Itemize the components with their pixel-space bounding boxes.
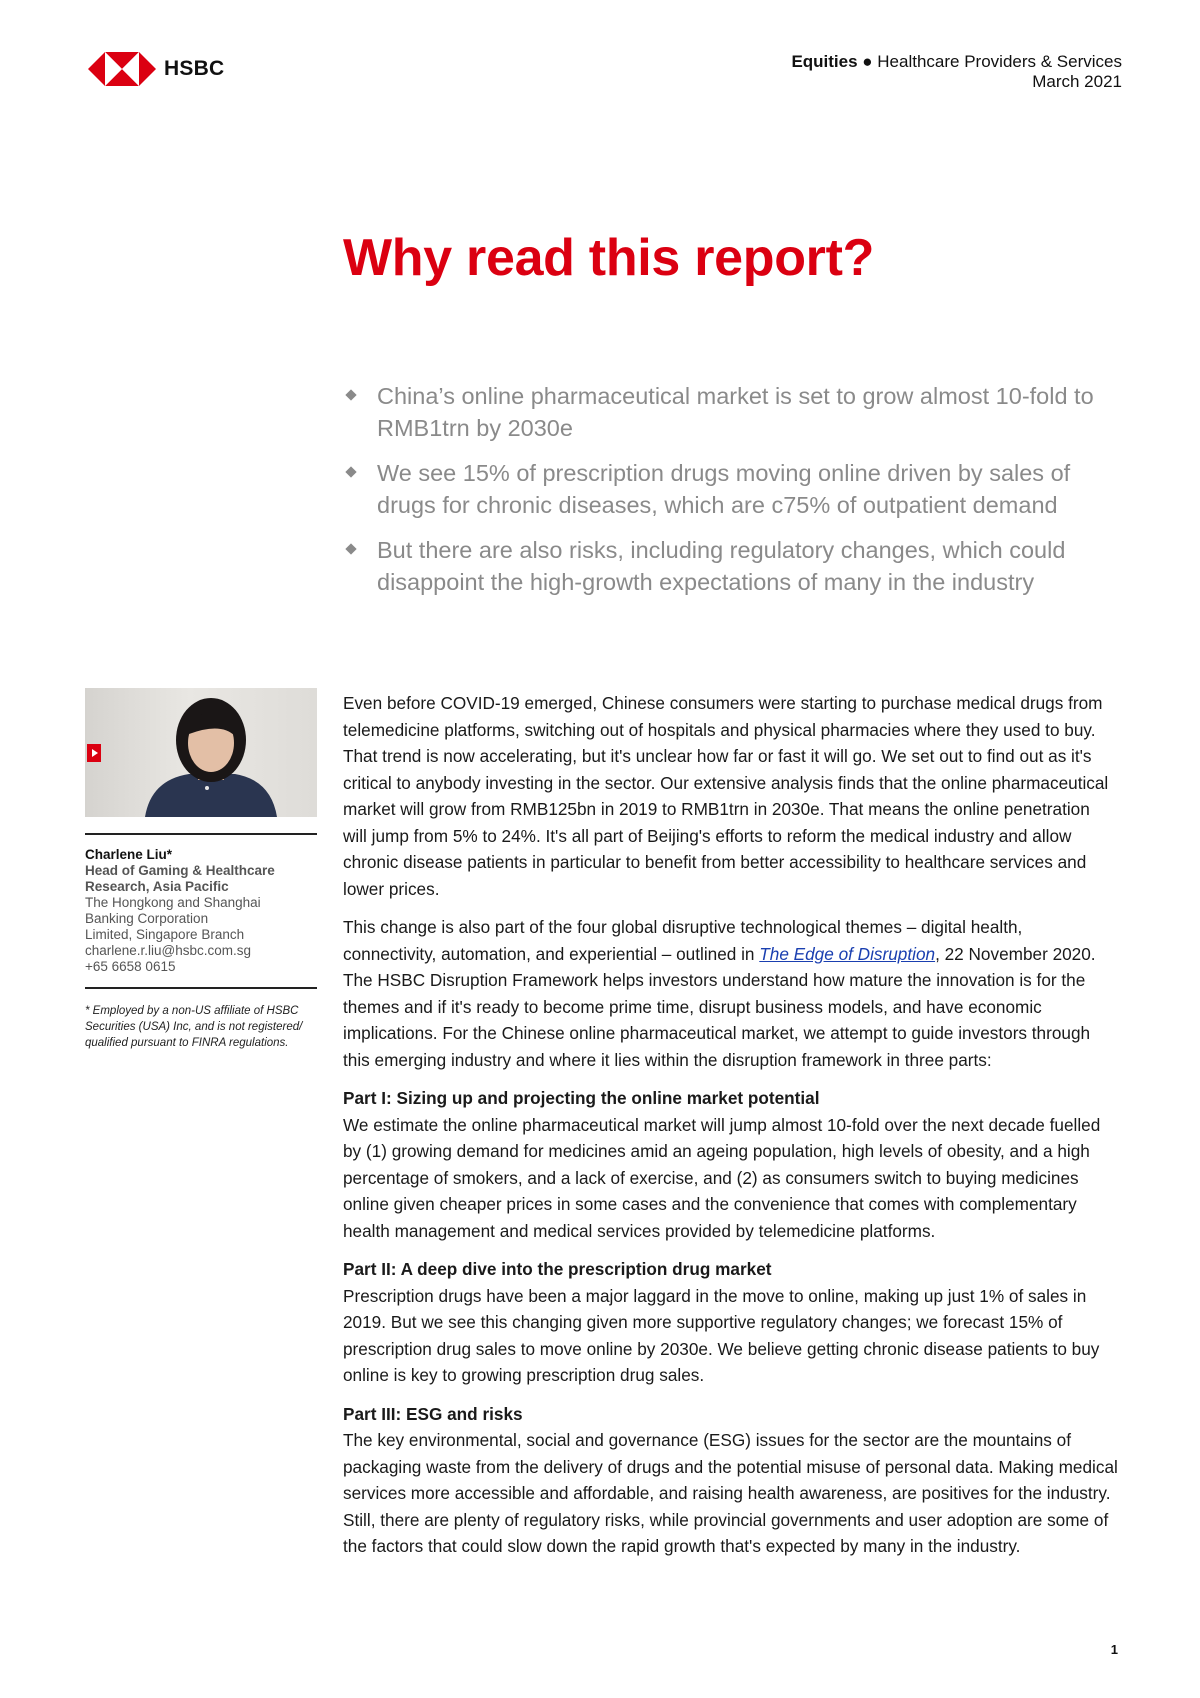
key-point-text: China’s online pharmaceutical market is set to grow almost 10-fold to RMB1trn by 2030e: [377, 383, 1094, 441]
body-paragraph: [343, 914, 1118, 1073]
author-name: Charlene Liu*: [85, 847, 173, 862]
logo-text: HSBC: [164, 57, 225, 80]
author-portrait: [85, 688, 317, 817]
key-points-list: [343, 380, 1123, 611]
body-paragraph: Even before COVID-19 emerged, Chinese consumers were starting to purchase medical drugs from telemedicine platforms, switching out of hospitals and physical pharmacies where they used to buy. That trend is now accelerating, but it's unclear how far or fast it will go. We set out to find out as it's critical to anybody investing in the sector. Our extensive analysis finds that the online pharmaceutical market will grow from RMB125bn in 2019 to RMB1trn in 2030e. That means the online penetration will jump from 5% to 24%. It's all part of Beijing's efforts to reform the medical industry and allow chronic disease patients in particular to benefit from better accessibility to healthcare services and lower prices.: [343, 693, 1109, 899]
hsbc-hexagon-icon: [88, 52, 156, 86]
author-role: Research, Asia Pacific: [85, 879, 229, 894]
header-date: March 2021: [1032, 72, 1122, 91]
report-header: [791, 52, 1122, 92]
body-paragraph: Prescription drugs have been a major laggard in the move to online, making up just 1% of sales in 2019. But we see this changing given more supportive regulatory changes; we forecast 15% of prescription drug sales to move online by 2030e. We believe getting chronic disease patients to buy online is key to growing prescription drug sales.: [343, 1285, 1100, 1385]
key-point-text: We see 15% of prescription drugs moving online driven by sales of drugs for chronic diseases, which are c75% of outpatient demand: [377, 460, 1071, 518]
author-phone: +65 6658 0615: [85, 959, 176, 974]
diamond-bullet-icon: [345, 543, 356, 554]
page-title: Why read this report?: [343, 229, 875, 287]
section-heading: Part I: Sizing up and projecting the online market potential: [343, 1088, 820, 1108]
header-equities: Equities: [791, 52, 858, 71]
author-organisation: Banking Corporation: [85, 911, 209, 926]
key-point: [343, 457, 1123, 521]
author-organisation: Limited, Singapore Branch: [85, 927, 245, 942]
report-body: [343, 690, 1118, 1572]
body-paragraph: The key environmental, social and governance (ESG) issues for the sector are the mountains of packaging waste from the delivery of drugs and the potential misuse of personal data. Making medical services more accessible and affordable, and raising health awareness, are positives for the industry. Still, there are plenty of regulatory risks, while provincial governments and user adoption are some of the factors that could slow down the rapid growth that's expected by many in the industry.: [343, 1430, 1118, 1556]
author-sidebar: [85, 688, 317, 1051]
hsbc-logo: [88, 52, 224, 86]
author-video-thumbnail[interactable]: [85, 688, 317, 817]
body-text: , 22 November 2020. The HSBC Disruption Framework helps investors understand how mature the innovation is for the themes and if it's ready to become prime time, disrupt business models, and have economic implications. For the Chinese online pharmaceutical market, we attempt to guide investors through this emerging industry and where it lies within the disruption framework in three parts:: [343, 943, 1096, 1070]
header-separator: ●: [857, 52, 878, 71]
author-info: [85, 835, 317, 975]
key-point: [343, 534, 1123, 598]
author-disclaimer: * Employed by a non-US affiliate of HSBC Securities (USA) Inc, and is not registered/ qualified pursuant to FINRA regulations.: [85, 1005, 303, 1049]
section-heading: Part III: ESG and risks: [343, 1403, 523, 1424]
header-category-line: [791, 52, 1122, 72]
diamond-bullet-icon: [345, 389, 356, 400]
author-email[interactable]: charlene.r.liu@hsbc.com.sg: [85, 943, 252, 958]
edge-of-disruption-link[interactable]: The Edge of Disruption: [759, 943, 936, 964]
key-point-text: But there are also risks, including regulatory changes, which could disappoint the high-growth expectations of many in the industry: [377, 537, 1066, 595]
diamond-bullet-icon: [345, 466, 356, 477]
play-icon[interactable]: [87, 744, 101, 762]
author-organisation: The Hongkong and Shanghai: [85, 895, 261, 910]
author-role: Head of Gaming & Healthcare: [85, 863, 275, 878]
body-paragraph: We estimate the online pharmaceutical market will jump almost 10-fold over the next decade fuelled by (1) growing demand for medicines amid an ageing population, high levels of obesity, and a high percentage of smokers, and a lack of exercise, and (2) as consumers switch to buying medicines online given cheaper prices in some cases and the convenience that comes with complementary health management and medical services provided by telemedicine platforms.: [343, 1114, 1101, 1241]
section-heading: Part II: A deep dive into the prescription drug market: [343, 1259, 772, 1279]
page-number: 1: [1110, 1642, 1118, 1657]
body-text: This change is also part of the four global disruptive technological themes – digital health, connectivity, automation, and experiential – outlined in: [343, 917, 1023, 964]
header-sector: Healthcare Providers & Services: [877, 52, 1122, 71]
key-point: [343, 380, 1123, 444]
